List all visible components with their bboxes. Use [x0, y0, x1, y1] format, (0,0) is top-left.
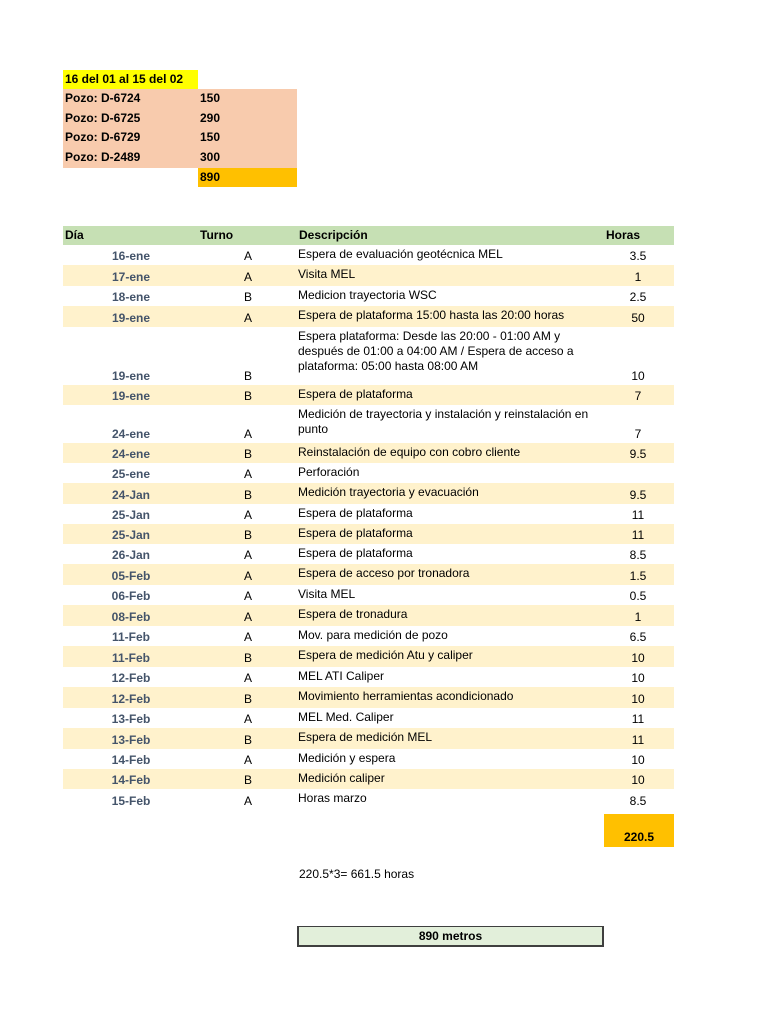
table-row: [63, 245, 674, 265]
cell-descripcion: Medición trayectoria y evacuación: [298, 485, 479, 499]
cell-descripcion: Medición de trayectoria y instalación y reinstalación en punto: [298, 407, 589, 436]
cell-dia: 13-Feb: [111, 733, 151, 747]
cell-descripcion: Espera de plataforma: [298, 506, 413, 520]
cell-descripcion: Horas marzo: [298, 791, 367, 805]
cell-dia: 24-Jan: [111, 488, 151, 502]
cell-horas: 10: [631, 369, 645, 383]
cell-turno: B: [243, 389, 252, 403]
cell-turno: A: [243, 427, 252, 441]
cell-descripcion: Medición caliper: [298, 771, 385, 785]
well-row: [63, 89, 297, 109]
cell-horas: [609, 466, 667, 482]
cell-turno: A: [243, 753, 252, 767]
cell-horas: 11: [631, 733, 645, 747]
cell-horas: 11: [631, 528, 645, 542]
well-row: [63, 148, 297, 168]
cell-descripcion: Reinstalación de equipo con cobro cliente: [298, 445, 521, 459]
cell-dia: 16-ene: [111, 249, 151, 263]
table-row: [63, 306, 674, 327]
table-row: [63, 286, 674, 306]
cell-descripcion: MEL ATI Caliper: [298, 669, 385, 683]
well-value: 300: [200, 150, 221, 164]
table-row: [63, 385, 674, 405]
cell-descripcion: Medicion trayectoria WSC: [298, 288, 437, 302]
hours-calculation-note: 220.5*3= 661.5 horas: [299, 867, 415, 881]
well-row: [63, 128, 297, 148]
cell-descripcion: Medición y espera: [298, 751, 396, 765]
well-label: Pozo: D-6729: [65, 130, 141, 144]
cell-dia: 18-ene: [111, 290, 151, 304]
cell-horas: 10: [631, 753, 645, 767]
well-value: 290: [200, 111, 221, 125]
cell-descripcion: Espera de medición MEL: [298, 730, 433, 744]
table-row: [63, 405, 674, 443]
cell-turno: B: [243, 447, 252, 461]
cell-dia: 24-ene: [111, 447, 151, 461]
cell-descripcion: Perforación: [298, 465, 360, 479]
cell-horas: 11: [631, 712, 645, 726]
cell-horas: 9.5: [629, 447, 647, 461]
cell-dia: 05-Feb: [111, 569, 151, 583]
cell-descripcion: Espera de plataforma 15:00 hasta las 20:00 horas: [298, 308, 565, 322]
table-row: [63, 585, 674, 605]
table-row: [63, 544, 674, 564]
cell-descripcion: Espera de plataforma: [298, 387, 413, 401]
cell-turno: B: [243, 651, 252, 665]
cell-dia: 25-ene: [111, 467, 151, 481]
cell-turno: B: [243, 528, 252, 542]
cell-turno: A: [243, 671, 252, 685]
cell-turno: A: [243, 467, 252, 481]
cell-descripcion: Visita MEL: [298, 267, 356, 281]
total-hours: 220.5: [604, 814, 674, 847]
table-row: [63, 646, 674, 667]
cell-turno: A: [243, 311, 252, 325]
cell-horas: 10: [631, 651, 645, 665]
header-descripcion: Descripción: [299, 228, 368, 242]
cell-descripcion: Espera de plataforma: [298, 526, 413, 540]
cell-dia: 17-ene: [111, 270, 151, 284]
cell-horas: 1.5: [629, 569, 647, 583]
cell-horas: 10: [631, 692, 645, 706]
table-row: [63, 728, 674, 749]
cell-horas: 50: [631, 311, 645, 325]
table-row: [63, 769, 674, 789]
cell-dia: 08-Feb: [111, 610, 151, 624]
cell-descripcion: MEL Med. Caliper: [298, 710, 394, 724]
cell-dia: 13-Feb: [111, 712, 151, 726]
cell-turno: A: [243, 794, 252, 808]
cell-horas: 1: [634, 610, 642, 624]
table-row: [63, 504, 674, 524]
cell-descripcion: Espera de evaluación geotécnica MEL: [298, 247, 503, 261]
table-row: [63, 789, 674, 810]
well-label: Pozo: D-6725: [65, 111, 141, 125]
well-value: 150: [200, 130, 221, 144]
cell-turno: B: [243, 290, 252, 304]
table-row: [63, 626, 674, 646]
cell-horas: 3.5: [629, 249, 647, 263]
cell-dia: 19-ene: [111, 389, 151, 403]
header-turno: Turno: [200, 228, 234, 242]
cell-dia: 12-Feb: [111, 671, 151, 685]
header-horas: Horas: [606, 228, 641, 242]
cell-horas: 0.5: [629, 589, 647, 603]
cell-descripcion: Mov. para medición de pozo: [298, 628, 448, 642]
table-row: [63, 708, 674, 728]
table-row: [63, 265, 674, 286]
cell-turno: A: [243, 589, 252, 603]
meters-total-box: 890 metros: [297, 926, 604, 947]
cell-turno: A: [243, 569, 252, 583]
cell-turno: B: [243, 692, 252, 706]
table-row: [63, 749, 674, 769]
cell-horas: 10: [631, 773, 645, 787]
cell-horas: 10: [631, 671, 645, 685]
cell-horas: 8.5: [629, 794, 647, 808]
cell-horas: 8.5: [629, 548, 647, 562]
cell-dia: 19-ene: [111, 369, 151, 383]
cell-dia: 12-Feb: [111, 692, 151, 706]
wells-total: 890: [198, 168, 297, 187]
cell-dia: 14-Feb: [111, 773, 151, 787]
cell-turno: A: [243, 610, 252, 624]
table-row: [63, 667, 674, 687]
cell-turno: B: [243, 369, 252, 383]
cell-dia: 19-ene: [111, 311, 151, 325]
cell-descripcion: Espera de tronadura: [298, 607, 408, 621]
well-label: Pozo: D-6724: [65, 91, 141, 105]
well-label: Pozo: D-2489: [65, 150, 141, 164]
cell-turno: A: [243, 270, 252, 284]
table-row: [63, 443, 674, 463]
cell-dia: 25-Jan: [111, 528, 151, 542]
cell-dia: 25-Jan: [111, 508, 151, 522]
cell-descripcion: Espera de acceso por tronadora: [298, 566, 470, 580]
cell-dia: 14-Feb: [111, 753, 151, 767]
cell-turno: A: [243, 249, 252, 263]
cell-horas: 11: [631, 508, 645, 522]
cell-horas: 7: [634, 389, 642, 403]
cell-horas: 2.5: [629, 290, 647, 304]
cell-horas: 1: [634, 270, 642, 284]
cell-dia: 06-Feb: [111, 589, 151, 603]
table-row: [63, 463, 674, 483]
table-row: [63, 327, 674, 385]
cell-descripcion: Espera de medición Atu y caliper: [298, 648, 473, 662]
cell-turno: B: [243, 733, 252, 747]
header-dia: Día: [65, 228, 84, 242]
cell-turno: A: [243, 548, 252, 562]
table-row: [63, 605, 674, 626]
cell-turno: B: [243, 773, 252, 787]
well-row: [63, 109, 297, 129]
cell-horas: 9.5: [629, 488, 647, 502]
cell-horas: 6.5: [629, 630, 647, 644]
cell-dia: 11-Feb: [111, 630, 150, 644]
table-row: [63, 524, 674, 544]
cell-turno: A: [243, 712, 252, 726]
cell-descripcion: Espera plataforma: Desde las 20:00 - 01:00 AM y después de 01:00 a 04:00 AM / Espera de acceso a plataforma: 05:00 hasta 08:00 AM: [298, 329, 574, 373]
cell-dia: 11-Feb: [111, 651, 150, 665]
cell-horas: 7: [634, 427, 642, 441]
cell-turno: B: [243, 488, 252, 502]
cell-descripcion: Espera de plataforma: [298, 546, 413, 560]
cell-turno: A: [243, 630, 252, 644]
cell-dia: 24-ene: [111, 427, 151, 441]
period-label: 16 del 01 al 15 del 02: [63, 70, 198, 89]
cell-dia: 15-Feb: [111, 794, 151, 808]
cell-descripcion: Movimiento herramientas acondicionado: [298, 689, 514, 703]
table-row: [63, 687, 674, 708]
well-value: 150: [200, 91, 221, 105]
table-row: [63, 483, 674, 504]
cell-descripcion: Visita MEL: [298, 587, 356, 601]
table-row: [63, 564, 674, 585]
cell-dia: 26-Jan: [111, 548, 151, 562]
cell-turno: A: [243, 508, 252, 522]
